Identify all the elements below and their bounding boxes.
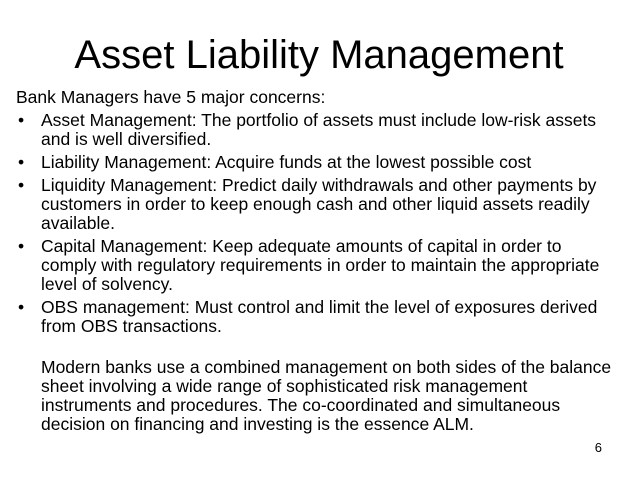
bullet-item-liability-management xyxy=(16,153,616,172)
slide-title: Asset Liability Management xyxy=(74,33,564,77)
bullet-list xyxy=(16,111,616,336)
bullet-item-capital-management xyxy=(16,237,616,294)
bullet-icon: • xyxy=(18,152,25,172)
bullet-text: OBS management: Must control and limit the level of exposures derived from OBS transactions. xyxy=(41,297,598,336)
bullet-icon: • xyxy=(18,175,25,195)
bullet-text: Liquidity Management: Predict daily withdrawals and other payments by customers in order to keep enough cash and other liquid assets readily available. xyxy=(41,175,597,233)
slide-content xyxy=(16,88,616,434)
bullet-text: Capital Management: Keep adequate amounts of capital in order to comply with regulatory requirements in order to maintain the appropriate level of solvency. xyxy=(41,236,600,294)
bullet-icon: • xyxy=(18,236,25,256)
bullet-icon: • xyxy=(18,110,25,130)
page-number: 6 xyxy=(594,440,602,455)
bullet-icon: • xyxy=(18,297,25,317)
closing-paragraph: Modern banks use a combined management on both sides of the balance sheet involving a wide range of sophisticated risk management instruments and procedures. The co-coordinated and simultaneous decision on financing and investing is the essence ALM. xyxy=(41,357,612,434)
bullet-text: Liability Management: Acquire funds at the lowest possible cost xyxy=(41,152,532,172)
bullet-item-liquidity-management xyxy=(16,176,616,233)
bullet-item-obs-management xyxy=(16,298,616,336)
intro-text: Bank Managers have 5 major concerns: xyxy=(16,87,326,107)
bullet-item-asset-management xyxy=(16,111,616,149)
bullet-text: Asset Management: The portfolio of assets must include low-risk assets and is well diversified. xyxy=(41,110,597,149)
